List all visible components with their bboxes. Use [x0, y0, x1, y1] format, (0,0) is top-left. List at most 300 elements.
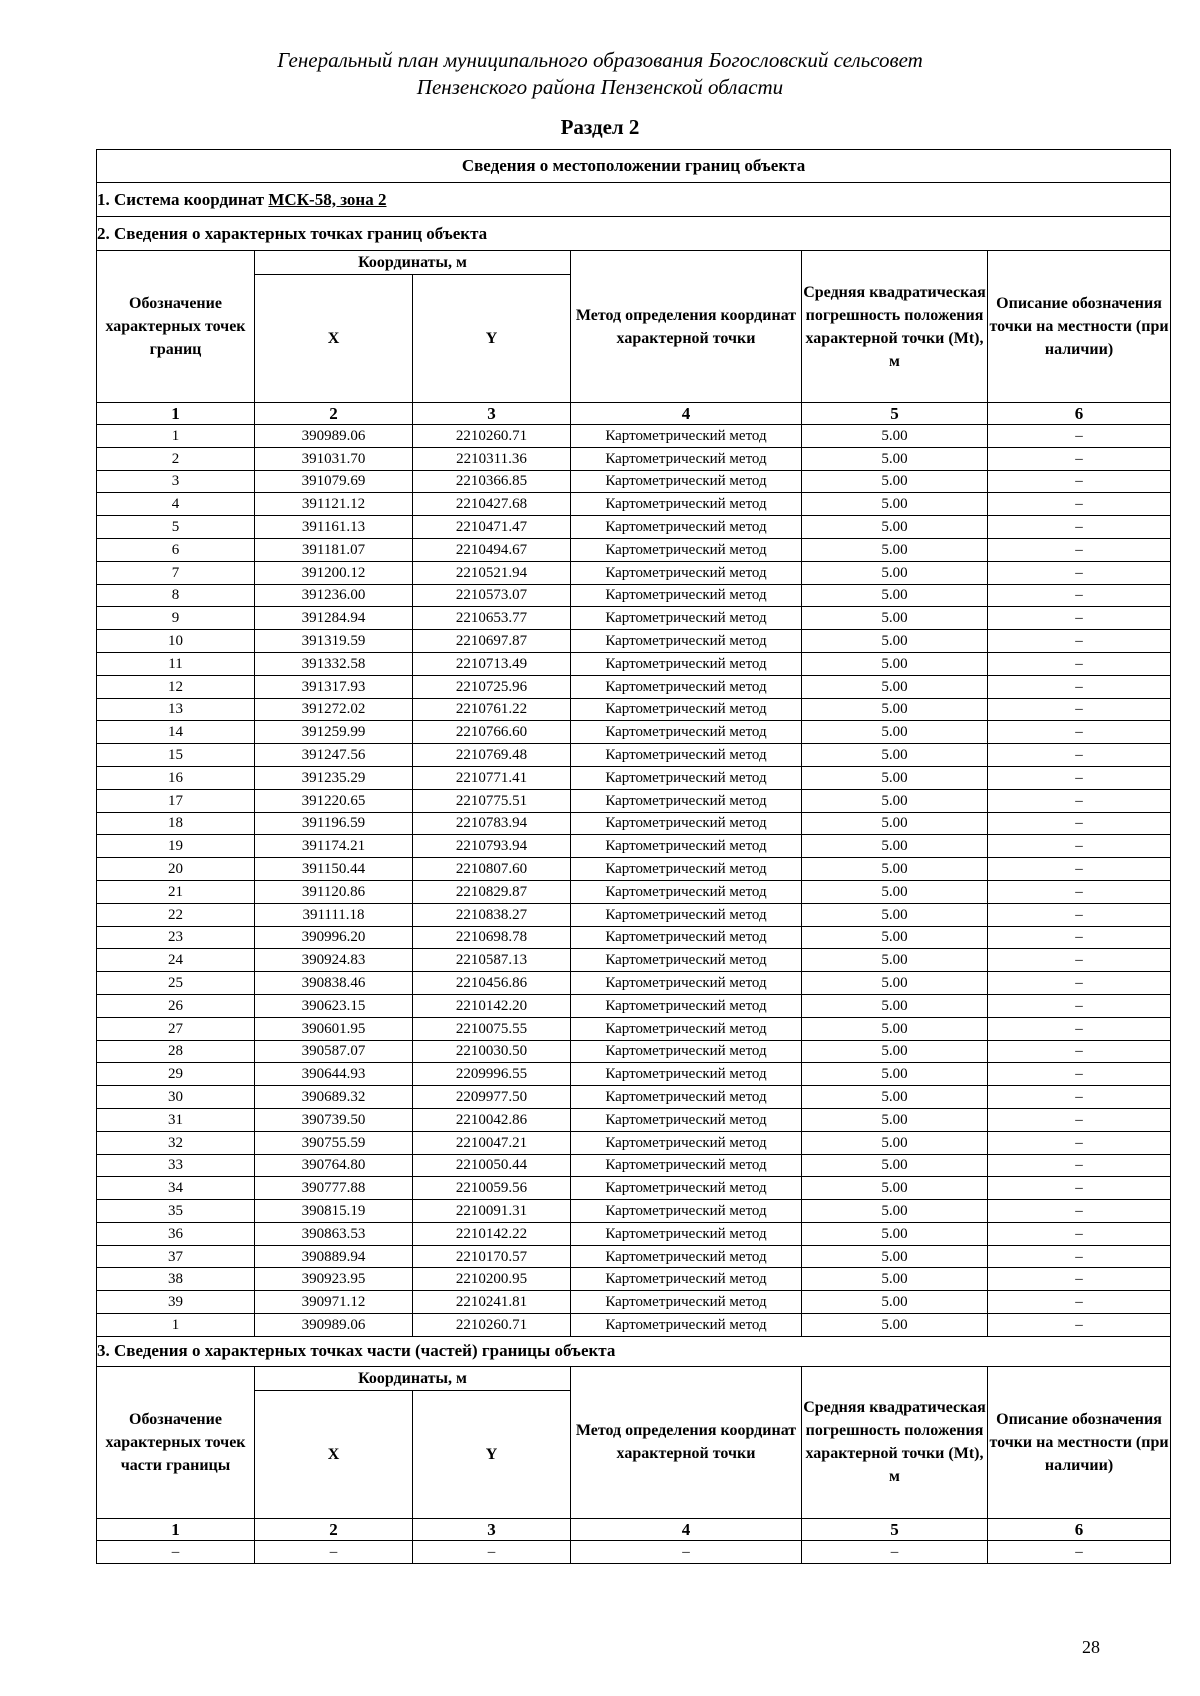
description-cell: –: [988, 675, 1171, 698]
coord-y-cell: 2210698.78: [413, 926, 571, 949]
coord-x-cell: 390863.53: [255, 1222, 413, 1245]
error-cell: 5.00: [802, 1222, 988, 1245]
header-description: Описание обозначения точки на местности (при наличии): [988, 251, 1171, 403]
table-row: [97, 470, 1171, 493]
table-row: [97, 425, 1171, 448]
point-id-cell: 31: [97, 1108, 255, 1131]
document-header-line2: Пензенского района Пензенской области: [416, 75, 784, 99]
table-row: [97, 652, 1171, 675]
point-id-cell: 3: [97, 470, 255, 493]
point-id-cell: 22: [97, 903, 255, 926]
coord-x-cell: 391111.18: [255, 903, 413, 926]
point-id-cell: 9: [97, 607, 255, 630]
table-row: [97, 516, 1171, 539]
coord-y-cell: 2209996.55: [413, 1063, 571, 1086]
description-cell: –: [988, 630, 1171, 653]
point-id-cell: 38: [97, 1268, 255, 1291]
table-row: [97, 766, 1171, 789]
description-cell: –: [988, 1177, 1171, 1200]
method-cell: Картометрический метод: [571, 926, 802, 949]
table-row: [97, 994, 1171, 1017]
column-number: 2: [255, 1518, 413, 1540]
point-id-cell: 26: [97, 994, 255, 1017]
table-row: [97, 1154, 1171, 1177]
table-row: [97, 949, 1171, 972]
method-cell: Картометрический метод: [571, 561, 802, 584]
column-number: 6: [988, 1518, 1171, 1540]
header-points: Обозначение характерных точек границ: [97, 251, 255, 403]
point-id-cell: 24: [97, 949, 255, 972]
method-cell: Картометрический метод: [571, 584, 802, 607]
coord-y-cell: 2210725.96: [413, 675, 571, 698]
coord-x-cell: 390739.50: [255, 1108, 413, 1131]
column-number: 5: [802, 1518, 988, 1540]
table-row: [97, 1040, 1171, 1063]
coord-x-cell: 391031.70: [255, 447, 413, 470]
column-number: 1: [97, 403, 255, 425]
coord-y-cell: 2210260.71: [413, 425, 571, 448]
point-id-cell: –: [97, 1540, 255, 1563]
error-cell: 5.00: [802, 1268, 988, 1291]
error-cell: 5.00: [802, 516, 988, 539]
description-cell: –: [988, 516, 1171, 539]
error-cell: 5.00: [802, 447, 988, 470]
error-cell: 5.00: [802, 1245, 988, 1268]
method-cell: Картометрический метод: [571, 1245, 802, 1268]
coord-y-cell: 2210769.48: [413, 744, 571, 767]
description-cell: –: [988, 538, 1171, 561]
column-number: 6: [988, 403, 1171, 425]
header-error-part: Средняя квадратическая погрешность положения характерной точки (Mt), м: [802, 1366, 988, 1518]
coord-x-cell: 391319.59: [255, 630, 413, 653]
description-cell: –: [988, 835, 1171, 858]
error-cell: 5.00: [802, 652, 988, 675]
method-cell: Картометрический метод: [571, 1108, 802, 1131]
method-cell: Картометрический метод: [571, 903, 802, 926]
coord-x-cell: 390755.59: [255, 1131, 413, 1154]
table-row: [97, 1131, 1171, 1154]
point-id-cell: 23: [97, 926, 255, 949]
coord-x-cell: 391247.56: [255, 744, 413, 767]
coord-y-cell: 2210091.31: [413, 1200, 571, 1223]
column-number: 4: [571, 1518, 802, 1540]
method-cell: Картометрический метод: [571, 1222, 802, 1245]
table-row: [97, 1540, 1171, 1563]
document-header-line1: Генеральный план муниципального образования Богословский сельсовет: [277, 48, 923, 72]
page-number: 28: [1082, 1637, 1100, 1657]
coord-y-cell: 2210766.60: [413, 721, 571, 744]
table-row: [97, 493, 1171, 516]
point-id-cell: 5: [97, 516, 255, 539]
point-id-cell: 18: [97, 812, 255, 835]
point-id-cell: 20: [97, 858, 255, 881]
point-id-cell: 1: [97, 1314, 255, 1337]
coord-y-cell: 2210311.36: [413, 447, 571, 470]
coord-x-cell: 391200.12: [255, 561, 413, 584]
table-row: [97, 926, 1171, 949]
coord-y-cell: 2210829.87: [413, 880, 571, 903]
coord-x-cell: 390923.95: [255, 1268, 413, 1291]
error-cell: 5.00: [802, 994, 988, 1017]
error-cell: 5.00: [802, 538, 988, 561]
method-cell: Картометрический метод: [571, 675, 802, 698]
coord-x-cell: 391161.13: [255, 516, 413, 539]
error-cell: 5.00: [802, 880, 988, 903]
coord-y-cell: 2210075.55: [413, 1017, 571, 1040]
coord-x-cell: 391079.69: [255, 470, 413, 493]
table-row: [97, 903, 1171, 926]
description-cell: –: [988, 789, 1171, 812]
coord-y-cell: 2210050.44: [413, 1154, 571, 1177]
description-cell: –: [988, 1040, 1171, 1063]
description-cell: –: [988, 1154, 1171, 1177]
point-id-cell: 30: [97, 1086, 255, 1109]
description-cell: –: [988, 561, 1171, 584]
description-cell: –: [988, 903, 1171, 926]
coord-x-cell: 391150.44: [255, 858, 413, 881]
coord-y-cell: 2210366.85: [413, 470, 571, 493]
coord-y-cell: 2210775.51: [413, 789, 571, 812]
method-cell: Картометрический метод: [571, 1086, 802, 1109]
point-id-cell: 11: [97, 652, 255, 675]
description-cell: –: [988, 1291, 1171, 1314]
point-id-cell: 39: [97, 1291, 255, 1314]
table-row: [97, 1108, 1171, 1131]
table-row: [97, 789, 1171, 812]
coord-y-cell: 2210170.57: [413, 1245, 571, 1268]
description-cell: –: [988, 1200, 1171, 1223]
coord-y-cell: 2210200.95: [413, 1268, 571, 1291]
coord-y-cell: 2209977.50: [413, 1086, 571, 1109]
point-id-cell: 32: [97, 1131, 255, 1154]
description-cell: –: [988, 744, 1171, 767]
point-id-cell: 1: [97, 425, 255, 448]
error-cell: 5.00: [802, 1291, 988, 1314]
column-number: 3: [413, 403, 571, 425]
method-cell: Картометрический метод: [571, 1177, 802, 1200]
error-cell: 5.00: [802, 789, 988, 812]
column-number: 3: [413, 1518, 571, 1540]
coord-y-cell: 2210838.27: [413, 903, 571, 926]
coord-x-cell: 390971.12: [255, 1291, 413, 1314]
error-cell: 5.00: [802, 584, 988, 607]
table-row: [97, 721, 1171, 744]
header-x-part: X: [255, 1390, 413, 1518]
error-cell: 5.00: [802, 1177, 988, 1200]
coord-x-cell: 390689.32: [255, 1086, 413, 1109]
error-cell: 5.00: [802, 698, 988, 721]
description-cell: –: [988, 1222, 1171, 1245]
header-method-part: Метод определения координат характерной точки: [571, 1366, 802, 1518]
method-cell: Картометрический метод: [571, 538, 802, 561]
description-cell: –: [988, 1131, 1171, 1154]
section-title: Раздел 2: [560, 115, 640, 139]
coord-x-cell: 391259.99: [255, 721, 413, 744]
description-cell: –: [988, 994, 1171, 1017]
method-cell: Картометрический метод: [571, 630, 802, 653]
method-cell: Картометрический метод: [571, 1314, 802, 1337]
point-id-cell: 17: [97, 789, 255, 812]
table-row: [97, 1314, 1171, 1337]
header-x: X: [255, 275, 413, 403]
error-cell: 5.00: [802, 1017, 988, 1040]
coord-x-cell: 391332.58: [255, 652, 413, 675]
coord-y-cell: 2210047.21: [413, 1131, 571, 1154]
description-cell: –: [988, 1108, 1171, 1131]
point-id-cell: 8: [97, 584, 255, 607]
error-cell: 5.00: [802, 903, 988, 926]
coord-y-cell: 2210653.77: [413, 607, 571, 630]
error-cell: 5.00: [802, 926, 988, 949]
coord-x-cell: 391236.00: [255, 584, 413, 607]
error-cell: –: [802, 1540, 988, 1563]
header-y: Y: [413, 275, 571, 403]
coord-y-cell: 2210241.81: [413, 1291, 571, 1314]
table-row: [97, 1086, 1171, 1109]
coord-y-cell: 2210521.94: [413, 561, 571, 584]
method-cell: Картометрический метод: [571, 744, 802, 767]
column-number: 4: [571, 403, 802, 425]
coord-x-cell: 390924.83: [255, 949, 413, 972]
coord-x-cell: 391272.02: [255, 698, 413, 721]
coord-y-cell: 2210142.22: [413, 1222, 571, 1245]
method-cell: Картометрический метод: [571, 1017, 802, 1040]
point-id-cell: 37: [97, 1245, 255, 1268]
error-cell: 5.00: [802, 949, 988, 972]
point-id-cell: 28: [97, 1040, 255, 1063]
header-coordinates-part: Координаты, м: [255, 1366, 571, 1390]
section2-title: 2. Сведения о характерных точках границ объекта: [97, 217, 1171, 251]
coord-x-cell: 390623.15: [255, 994, 413, 1017]
error-cell: 5.00: [802, 744, 988, 767]
point-id-cell: 19: [97, 835, 255, 858]
coord-y-cell: 2210587.13: [413, 949, 571, 972]
method-cell: Картометрический метод: [571, 470, 802, 493]
error-cell: 5.00: [802, 1086, 988, 1109]
method-cell: Картометрический метод: [571, 721, 802, 744]
table-row: [97, 561, 1171, 584]
method-cell: Картометрический метод: [571, 972, 802, 995]
point-id-cell: 33: [97, 1154, 255, 1177]
point-id-cell: 12: [97, 675, 255, 698]
coord-x-cell: 390838.46: [255, 972, 413, 995]
coord-y-cell: –: [413, 1540, 571, 1563]
method-cell: Картометрический метод: [571, 1154, 802, 1177]
point-id-cell: 16: [97, 766, 255, 789]
coordinate-system-value: МСК-58, зона 2: [268, 189, 387, 209]
coord-y-cell: 2210059.56: [413, 1177, 571, 1200]
error-cell: 5.00: [802, 1314, 988, 1337]
coord-x-cell: 391181.07: [255, 538, 413, 561]
method-cell: Картометрический метод: [571, 1063, 802, 1086]
description-cell: –: [988, 470, 1171, 493]
description-cell: –: [988, 1540, 1171, 1563]
description-cell: –: [988, 949, 1171, 972]
coord-y-cell: 2210456.86: [413, 972, 571, 995]
column-number-row: [97, 403, 1171, 425]
error-cell: 5.00: [802, 972, 988, 995]
coord-y-cell: 2210494.67: [413, 538, 571, 561]
coord-x-cell: 391121.12: [255, 493, 413, 516]
coord-x-cell: 391317.93: [255, 675, 413, 698]
coord-x-cell: 391196.59: [255, 812, 413, 835]
error-cell: 5.00: [802, 766, 988, 789]
coord-x-cell: 390989.06: [255, 425, 413, 448]
point-id-cell: 13: [97, 698, 255, 721]
table-row: [97, 1245, 1171, 1268]
point-id-cell: 29: [97, 1063, 255, 1086]
coord-y-cell: 2210713.49: [413, 652, 571, 675]
header-error: Средняя квадратическая погрешность положения характерной точки (Mt), м: [802, 251, 988, 403]
error-cell: 5.00: [802, 721, 988, 744]
method-cell: Картометрический метод: [571, 516, 802, 539]
method-cell: Картометрический метод: [571, 1200, 802, 1223]
coord-y-cell: 2210260.71: [413, 1314, 571, 1337]
table-row: [97, 447, 1171, 470]
description-cell: –: [988, 812, 1171, 835]
point-id-cell: 21: [97, 880, 255, 903]
method-cell: Картометрический метод: [571, 949, 802, 972]
coord-y-cell: 2210427.68: [413, 493, 571, 516]
table-row: [97, 835, 1171, 858]
method-cell: Картометрический метод: [571, 789, 802, 812]
column-number: 5: [802, 403, 988, 425]
coord-x-cell: 391235.29: [255, 766, 413, 789]
coord-y-cell: 2210142.20: [413, 994, 571, 1017]
table-row: [97, 1177, 1171, 1200]
header-description-part: Описание обозначения точки на местности (при наличии): [988, 1366, 1171, 1518]
description-cell: –: [988, 698, 1171, 721]
point-id-cell: 10: [97, 630, 255, 653]
table-row: [97, 812, 1171, 835]
point-id-cell: 36: [97, 1222, 255, 1245]
coord-y-cell: 2210471.47: [413, 516, 571, 539]
table-row: [97, 1222, 1171, 1245]
description-cell: –: [988, 1017, 1171, 1040]
coord-x-cell: 390644.93: [255, 1063, 413, 1086]
table-row: [97, 698, 1171, 721]
description-cell: –: [988, 652, 1171, 675]
description-cell: –: [988, 607, 1171, 630]
method-cell: Картометрический метод: [571, 1040, 802, 1063]
method-cell: Картометрический метод: [571, 766, 802, 789]
method-cell: Картометрический метод: [571, 1268, 802, 1291]
description-cell: –: [988, 858, 1171, 881]
coord-y-cell: 2210697.87: [413, 630, 571, 653]
coord-x-cell: 391120.86: [255, 880, 413, 903]
error-cell: 5.00: [802, 1131, 988, 1154]
table-row: [97, 607, 1171, 630]
description-cell: –: [988, 1086, 1171, 1109]
point-id-cell: 27: [97, 1017, 255, 1040]
column-number: 2: [255, 403, 413, 425]
coord-x-cell: 390815.19: [255, 1200, 413, 1223]
description-cell: –: [988, 1268, 1171, 1291]
table-row: [97, 538, 1171, 561]
method-cell: Картометрический метод: [571, 835, 802, 858]
error-cell: 5.00: [802, 1040, 988, 1063]
point-id-cell: 14: [97, 721, 255, 744]
coord-y-cell: 2210761.22: [413, 698, 571, 721]
column-number: 1: [97, 1518, 255, 1540]
error-cell: 5.00: [802, 812, 988, 835]
method-cell: Картометрический метод: [571, 652, 802, 675]
description-cell: –: [988, 766, 1171, 789]
coordinate-system-row: [97, 183, 1171, 217]
column-number-row: [97, 1518, 1171, 1540]
coord-y-cell: 2210783.94: [413, 812, 571, 835]
description-cell: –: [988, 493, 1171, 516]
point-id-cell: 6: [97, 538, 255, 561]
description-cell: –: [988, 1063, 1171, 1086]
error-cell: 5.00: [802, 561, 988, 584]
method-cell: Картометрический метод: [571, 858, 802, 881]
coord-x-cell: 390764.80: [255, 1154, 413, 1177]
error-cell: 5.00: [802, 607, 988, 630]
coord-x-cell: 390777.88: [255, 1177, 413, 1200]
coordinate-system-label: 1. Система координат: [97, 189, 269, 209]
description-cell: –: [988, 1245, 1171, 1268]
coord-x-cell: 391220.65: [255, 789, 413, 812]
point-id-cell: 2: [97, 447, 255, 470]
description-cell: –: [988, 880, 1171, 903]
coord-y-cell: 2210771.41: [413, 766, 571, 789]
description-cell: –: [988, 425, 1171, 448]
error-cell: 5.00: [802, 1200, 988, 1223]
coord-x-cell: 391174.21: [255, 835, 413, 858]
error-cell: 5.00: [802, 493, 988, 516]
point-id-cell: 15: [97, 744, 255, 767]
method-cell: –: [571, 1540, 802, 1563]
coord-x-cell: 390989.06: [255, 1314, 413, 1337]
point-id-cell: 25: [97, 972, 255, 995]
table-row: [97, 1291, 1171, 1314]
description-cell: –: [988, 1314, 1171, 1337]
point-id-cell: 7: [97, 561, 255, 584]
description-cell: –: [988, 447, 1171, 470]
header-coordinates: Координаты, м: [255, 251, 571, 275]
header-y-part: Y: [413, 1390, 571, 1518]
section3-title: 3. Сведения о характерных точках части (частей) границы объекта: [97, 1336, 1171, 1366]
coord-x-cell: –: [255, 1540, 413, 1563]
table-row: [97, 675, 1171, 698]
coord-y-cell: 2210030.50: [413, 1040, 571, 1063]
method-cell: Картометрический метод: [571, 1291, 802, 1314]
table-row: [97, 1200, 1171, 1223]
header-method: Метод определения координат характерной точки: [571, 251, 802, 403]
description-cell: –: [988, 972, 1171, 995]
point-id-cell: 34: [97, 1177, 255, 1200]
error-cell: 5.00: [802, 630, 988, 653]
method-cell: Картометрический метод: [571, 493, 802, 516]
table-row: [97, 972, 1171, 995]
table-title: Сведения о местоположении границ объекта: [97, 150, 1171, 183]
error-cell: 5.00: [802, 835, 988, 858]
coord-x-cell: 390587.07: [255, 1040, 413, 1063]
coord-y-cell: 2210793.94: [413, 835, 571, 858]
error-cell: 5.00: [802, 675, 988, 698]
method-cell: Картометрический метод: [571, 1131, 802, 1154]
coord-y-cell: 2210042.86: [413, 1108, 571, 1131]
coord-y-cell: 2210573.07: [413, 584, 571, 607]
coord-x-cell: 390601.95: [255, 1017, 413, 1040]
error-cell: 5.00: [802, 1063, 988, 1086]
table-row: [97, 1063, 1171, 1086]
coord-x-cell: 390889.94: [255, 1245, 413, 1268]
table-row: [97, 1268, 1171, 1291]
description-cell: –: [988, 926, 1171, 949]
point-id-cell: 4: [97, 493, 255, 516]
